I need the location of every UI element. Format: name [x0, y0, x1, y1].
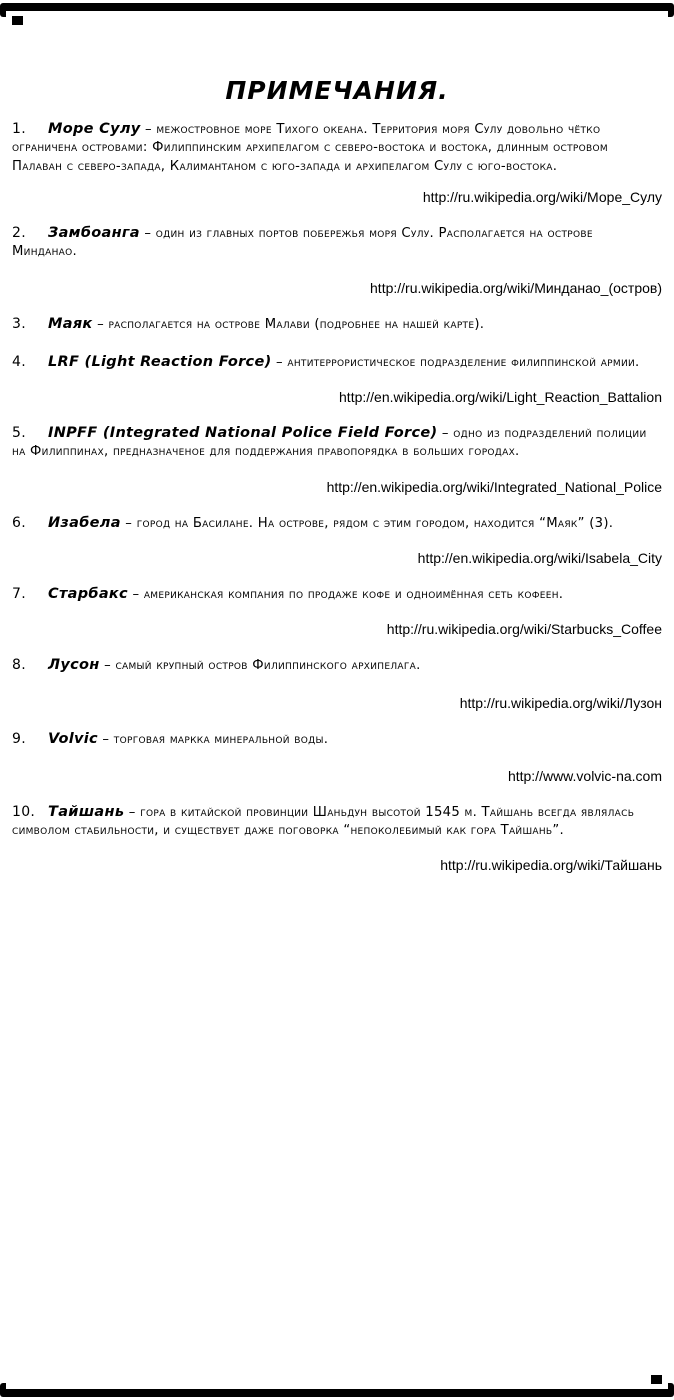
note-number: 5. — [12, 425, 26, 442]
notes-list — [12, 120, 662, 874]
note-term: Volvic — [48, 730, 98, 747]
note-number: 4. — [12, 353, 26, 370]
note-description: – торговая маркка минеральной воды. — [97, 731, 329, 747]
note-item — [12, 353, 662, 406]
note-link[interactable]: http://www.volvic-na.com — [507, 767, 662, 784]
note-description: – располагается на острове Малави (подробнее на нашей карте). — [92, 317, 485, 333]
note-text — [12, 514, 662, 533]
top-border-bar — [2, 3, 672, 11]
note-number: 10. — [12, 803, 36, 820]
note-text — [12, 803, 662, 841]
note-description: – город на Басилане. На острове, рядом с этим городом, находится “Маяк” (3). — [120, 515, 614, 531]
note-text — [12, 424, 662, 462]
note-link[interactable]: http://en.wikipedia.org/wiki/Isabela_City — [417, 549, 662, 566]
note-text — [12, 585, 662, 604]
note-item — [12, 803, 662, 875]
bottom-right-hook — [668, 1383, 674, 1397]
note-number: 1. — [12, 121, 26, 137]
top-left-hook — [0, 3, 6, 17]
note-term: Изабела — [48, 514, 121, 531]
note-link[interactable]: http://ru.wikipedia.org/wiki/Тайшань — [440, 857, 662, 874]
note-link[interactable]: http://en.wikipedia.org/wiki/Integrated_National_Police — [326, 478, 662, 495]
note-description: – антитеррористическое подразделение филиппинской армии. — [271, 354, 640, 370]
note-description: – гора в китайской провинции Шаньдун высотой 1545 м. Тайшань всегда являлась символом стабильности, и существует даже поговорка “непоколебимый как гора Тайшань”. — [12, 804, 635, 839]
note-term: INPFF (Integrated National Police Field Force) — [48, 425, 438, 442]
note-term: Лусон — [48, 657, 100, 674]
note-link[interactable]: http://ru.wikipedia.org/wiki/Минданао_(остров) — [370, 280, 662, 297]
top-frame-border — [0, 0, 674, 14]
bottom-frame-border — [0, 1386, 674, 1400]
note-term: LRF (Light Reaction Force) — [48, 353, 272, 370]
note-number: 6. — [12, 514, 26, 531]
note-description: – американская компания по продаже кофе и одноимённая сеть кофеен. — [127, 586, 564, 602]
note-description: – межостровное море Тихого океана. Территория моря Сулу довольно чётко ограничена островами: Филиппинским архипелагом с северо-востока и востока, длинным островом Палаван с северо-запада, Калимантаном с юго-запада и архипелагом Сулу с юго-востока. — [12, 122, 608, 174]
note-term: Старбакс — [48, 585, 128, 602]
note-item — [12, 120, 662, 206]
bottom-left-hook — [0, 1383, 6, 1397]
note-number: 8. — [12, 657, 26, 674]
note-item — [12, 424, 662, 496]
top-left-square-marker — [12, 16, 23, 25]
note-item — [12, 315, 662, 334]
note-term: Тайшань — [48, 803, 125, 820]
note-term: Замбоанга — [48, 224, 140, 241]
note-link[interactable]: http://ru.wikipedia.org/wiki/Море_Сулу — [422, 188, 662, 205]
note-term: Море Сулу — [48, 121, 141, 137]
note-item — [12, 730, 662, 785]
note-number: 3. — [12, 316, 26, 333]
note-item — [12, 585, 662, 638]
note-link[interactable]: http://ru.wikipedia.org/wiki/Starbucks_Coffee — [386, 621, 662, 638]
note-number: 2. — [12, 224, 26, 241]
bottom-right-square-marker — [651, 1375, 662, 1384]
note-number: 9. — [12, 730, 26, 747]
note-text — [12, 315, 662, 334]
top-right-hook — [668, 3, 674, 17]
note-number: 7. — [12, 585, 26, 602]
note-text — [12, 224, 662, 262]
note-text — [12, 730, 662, 749]
note-term: Маяк — [48, 316, 93, 333]
note-text — [12, 120, 662, 176]
note-description: – одно из подразделений полиции на Филиппинах, предназначеное для поддержания правопорядка в больших городах. — [12, 426, 647, 460]
note-text — [12, 353, 662, 372]
note-description: – один из главных портов побережья моря Сулу. Располагается на острове Минданао. — [12, 225, 593, 260]
bottom-border-bar — [2, 1389, 672, 1397]
note-item — [12, 656, 662, 711]
note-item — [12, 224, 662, 298]
note-link[interactable]: http://en.wikipedia.org/wiki/Light_Reaction_Battalion — [339, 389, 662, 406]
note-text — [12, 656, 662, 675]
note-link[interactable]: http://ru.wikipedia.org/wiki/Лузон — [459, 694, 662, 711]
note-description: – самый крупный остров Филиппинского архипелага. — [99, 658, 421, 674]
page-title: ПРИМЕЧАНИЯ. — [225, 76, 449, 105]
note-item — [12, 514, 662, 567]
